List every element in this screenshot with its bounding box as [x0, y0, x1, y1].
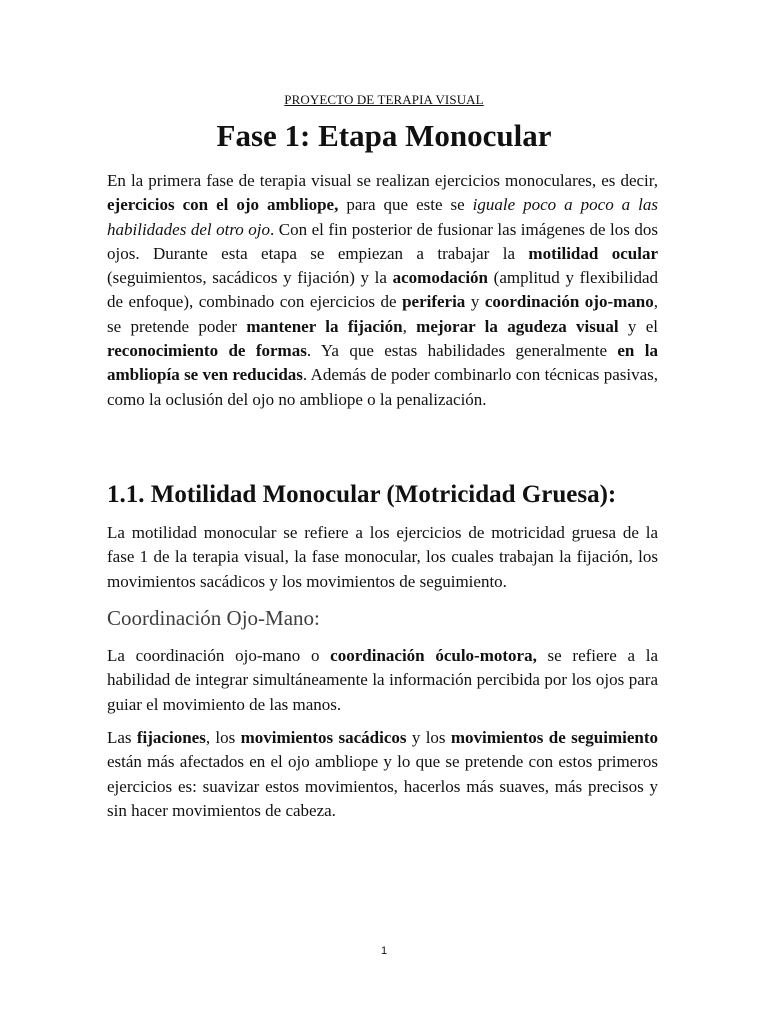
text-run: y el — [618, 316, 658, 336]
document-header: PROYECTO DE TERAPIA VISUAL — [284, 92, 484, 107]
bold-run: fijaciones — [136, 728, 206, 747]
bold-run: mantener la fijación — [246, 316, 403, 336]
text-run: están más afectados en el ojo ambliope y lo que se pretende con estos primeros ejercicios es: suavizar estos movimientos, hacerlos más suaves, más precisos y sin hacer movimientos de cabeza. — [107, 752, 658, 820]
bold-run: motilidad ocular — [528, 243, 659, 263]
text-run: y — [465, 292, 485, 312]
italic-run: iguale poco a poco a las habilidades del otro ojo — [107, 195, 659, 239]
text-run: , los — [205, 728, 241, 747]
bold-run: en la ambliopía se ven reducidas — [107, 341, 658, 385]
section-heading-motilidad: 1.1. Motilidad Monocular (Motricidad Gruesa): — [107, 481, 617, 508]
text-run: . Además de poder combinarlo con técnicas pasivas, como la oclusión del ojo no ambliope o la penalización. — [107, 365, 658, 409]
subsection-heading-coordinacion: Coordinación Ojo-Mano: — [107, 606, 320, 630]
text-run: , — [402, 316, 417, 336]
text-run: para que este se — [338, 195, 473, 215]
text-run: En la primera fase de terapia visual se realizan ejercicios monoculares, es decir, — [107, 171, 658, 190]
text-run: . Ya que estas habilidades generalmente — [306, 341, 618, 361]
bold-run: coordinación ojo-mano — [484, 292, 654, 312]
coordinacion-paragraph — [107, 644, 658, 717]
text-run: , se pretende poder — [107, 292, 658, 336]
bold-run: mejorar la agudeza visual — [416, 316, 619, 336]
bold-run: movimientos sacádicos — [240, 728, 407, 747]
bold-run: movimientos de seguimiento — [450, 728, 658, 747]
text-run: y los — [406, 728, 451, 747]
text-run: (amplitud y flexibilidad de enfoque), combinado con ejercicios de — [107, 268, 658, 312]
text-run: Las — [107, 728, 137, 747]
movimientos-paragraph — [107, 726, 658, 823]
bold-run: reconocimiento de formas — [107, 341, 307, 361]
motilidad-paragraph: La motilidad monocular se refiere a los ejercicios de motricidad gruesa de la fase 1 de la terapia visual, la fase monocular, los cuales trabajan la fijación, los movimientos sacádicos y los movimientos de seguimiento. — [107, 523, 658, 591]
text-run: se refiere a la habilidad de integrar simultáneamente la información percibida por los ojos para guiar el movimiento de las manos. — [107, 646, 659, 714]
bold-run: coordinación óculo-motora, — [330, 646, 537, 665]
intro-paragraph — [107, 169, 658, 412]
text-run: (seguimientos, sacádicos y fijación) y la — [107, 268, 393, 288]
page-number: 1 — [380, 945, 388, 957]
text-run: . Con el fin posterior de fusionar las imágenes de los dos ojos. Durante esta etapa se empiezan a trabajar la — [107, 219, 659, 263]
text-run: La coordinación ojo-mano o — [107, 646, 331, 665]
bold-run: periferia — [402, 292, 466, 312]
page-title: Fase 1: Etapa Monocular — [216, 118, 552, 153]
bold-run: ejercicios con el ojo ambliope, — [107, 195, 339, 215]
bold-run: acomodación — [392, 268, 489, 288]
